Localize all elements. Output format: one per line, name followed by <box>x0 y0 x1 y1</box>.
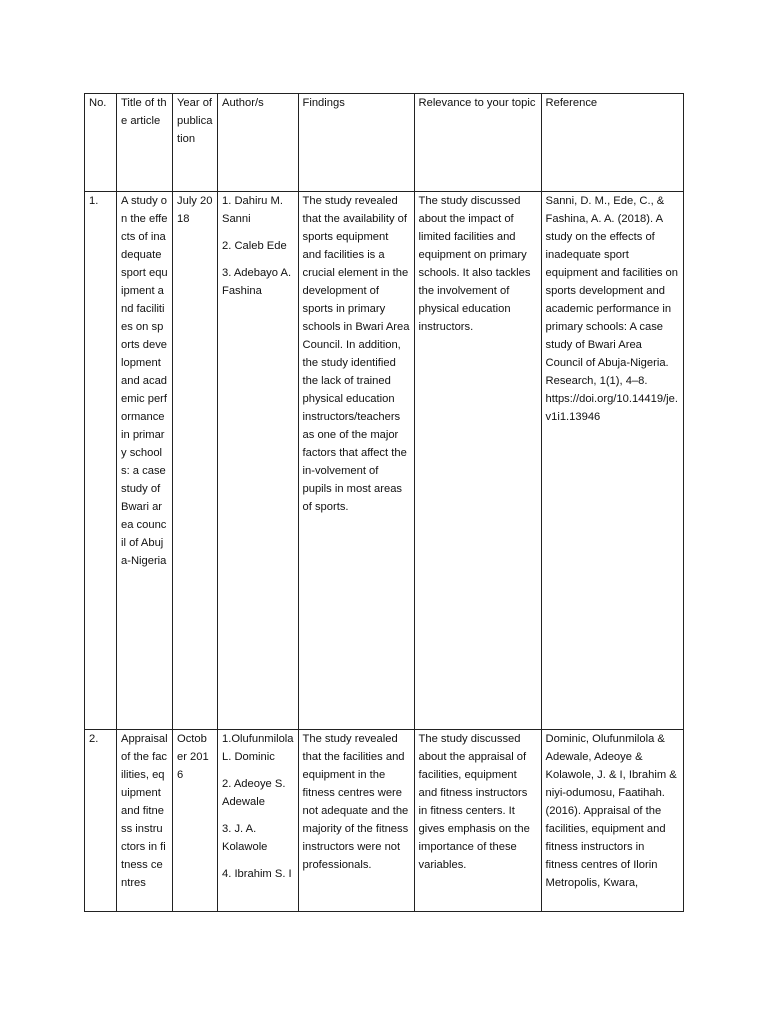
author-name: 3. Adebayo A. Fashina <box>222 267 292 297</box>
header-year: Year of publication <box>173 94 218 192</box>
cell-reference: Sanni, D. M., Ede, C., & Fashina, A. A. (2018). A study on the effects of inadequate sport equipment and facilities on sports development and academic performance in primary schools: A case study of Bwari Area Council of Abuja-Nigeria. Research, 1(1), 4–8. https://doi.org/10.14419/je.v1i1.13946 <box>541 192 683 730</box>
literature-table <box>84 93 684 912</box>
cell-authors <box>218 192 299 730</box>
cell-no: 1. <box>85 192 117 730</box>
header-reference: Reference <box>541 94 683 192</box>
cell-relevance: The study discussed about the appraisal of facilities, equipment and fitness instructors in fitness centers. It gives emphasis on the importance of these variables. <box>414 730 541 912</box>
author-name: 3. J. A. Kolawole <box>222 823 268 853</box>
cell-relevance: The study discussed about the impact of limited facilities and equipment on primary schools. It also tackles the involvement of physical education instructors. <box>414 192 541 730</box>
cell-year: July 2018 <box>173 192 218 730</box>
cell-findings: The study revealed that the availability of sports equipment and facilities is a crucial element in the development of sports in primary schools in Bwari Area Council. In addition, the study identified the lack of trained physical education instructors/teachers as one of the major factors that affect the in-volvement of pupils in most areas of sports. <box>298 192 414 730</box>
cell-title: A study on the effects of inadequate sport equipment and facilities on sports development and academic performance in primary schools: a case study of Bwari area council of Abuja-Nigeria <box>117 192 173 730</box>
cell-reference: Dominic, Olufunmilola & Adewale, Adeoye & Kolawole, J. & I, Ibrahim & niyi-odumosu, Faatihah. (2016). Appraisal of the facilities, equipment and fitness instructors in fitness centres of Ilorin Metropolis, Kwara, <box>541 730 683 912</box>
header-authors: Author/s <box>218 94 299 192</box>
cell-year: October 2016 <box>173 730 218 912</box>
header-relevance: Relevance to your topic <box>414 94 541 192</box>
table-row <box>85 730 684 912</box>
author-name: 4. Ibrahim S. I <box>222 868 292 880</box>
table-row <box>85 192 684 730</box>
header-title: Title of the article <box>117 94 173 192</box>
author-name: 2. Adeoye S. Adewale <box>222 778 286 808</box>
header-no: No. <box>85 94 117 192</box>
cell-findings: The study revealed that the facilities and equipment in the fitness centres were not adequate and the majority of the fitness instructors were not professionals. <box>298 730 414 912</box>
author-name: 2. Caleb Ede <box>222 240 287 252</box>
author-name: 1.Olufunmilola L. Dominic <box>222 733 294 763</box>
header-findings: Findings <box>298 94 414 192</box>
author-name: 1. Dahiru M. Sanni <box>222 195 283 225</box>
cell-no: 2. <box>85 730 117 912</box>
cell-authors <box>218 730 299 912</box>
cell-title: Appraisal of the facilities, equipment and fitness instructors in fitness centres <box>117 730 173 912</box>
table-header-row <box>85 94 684 192</box>
